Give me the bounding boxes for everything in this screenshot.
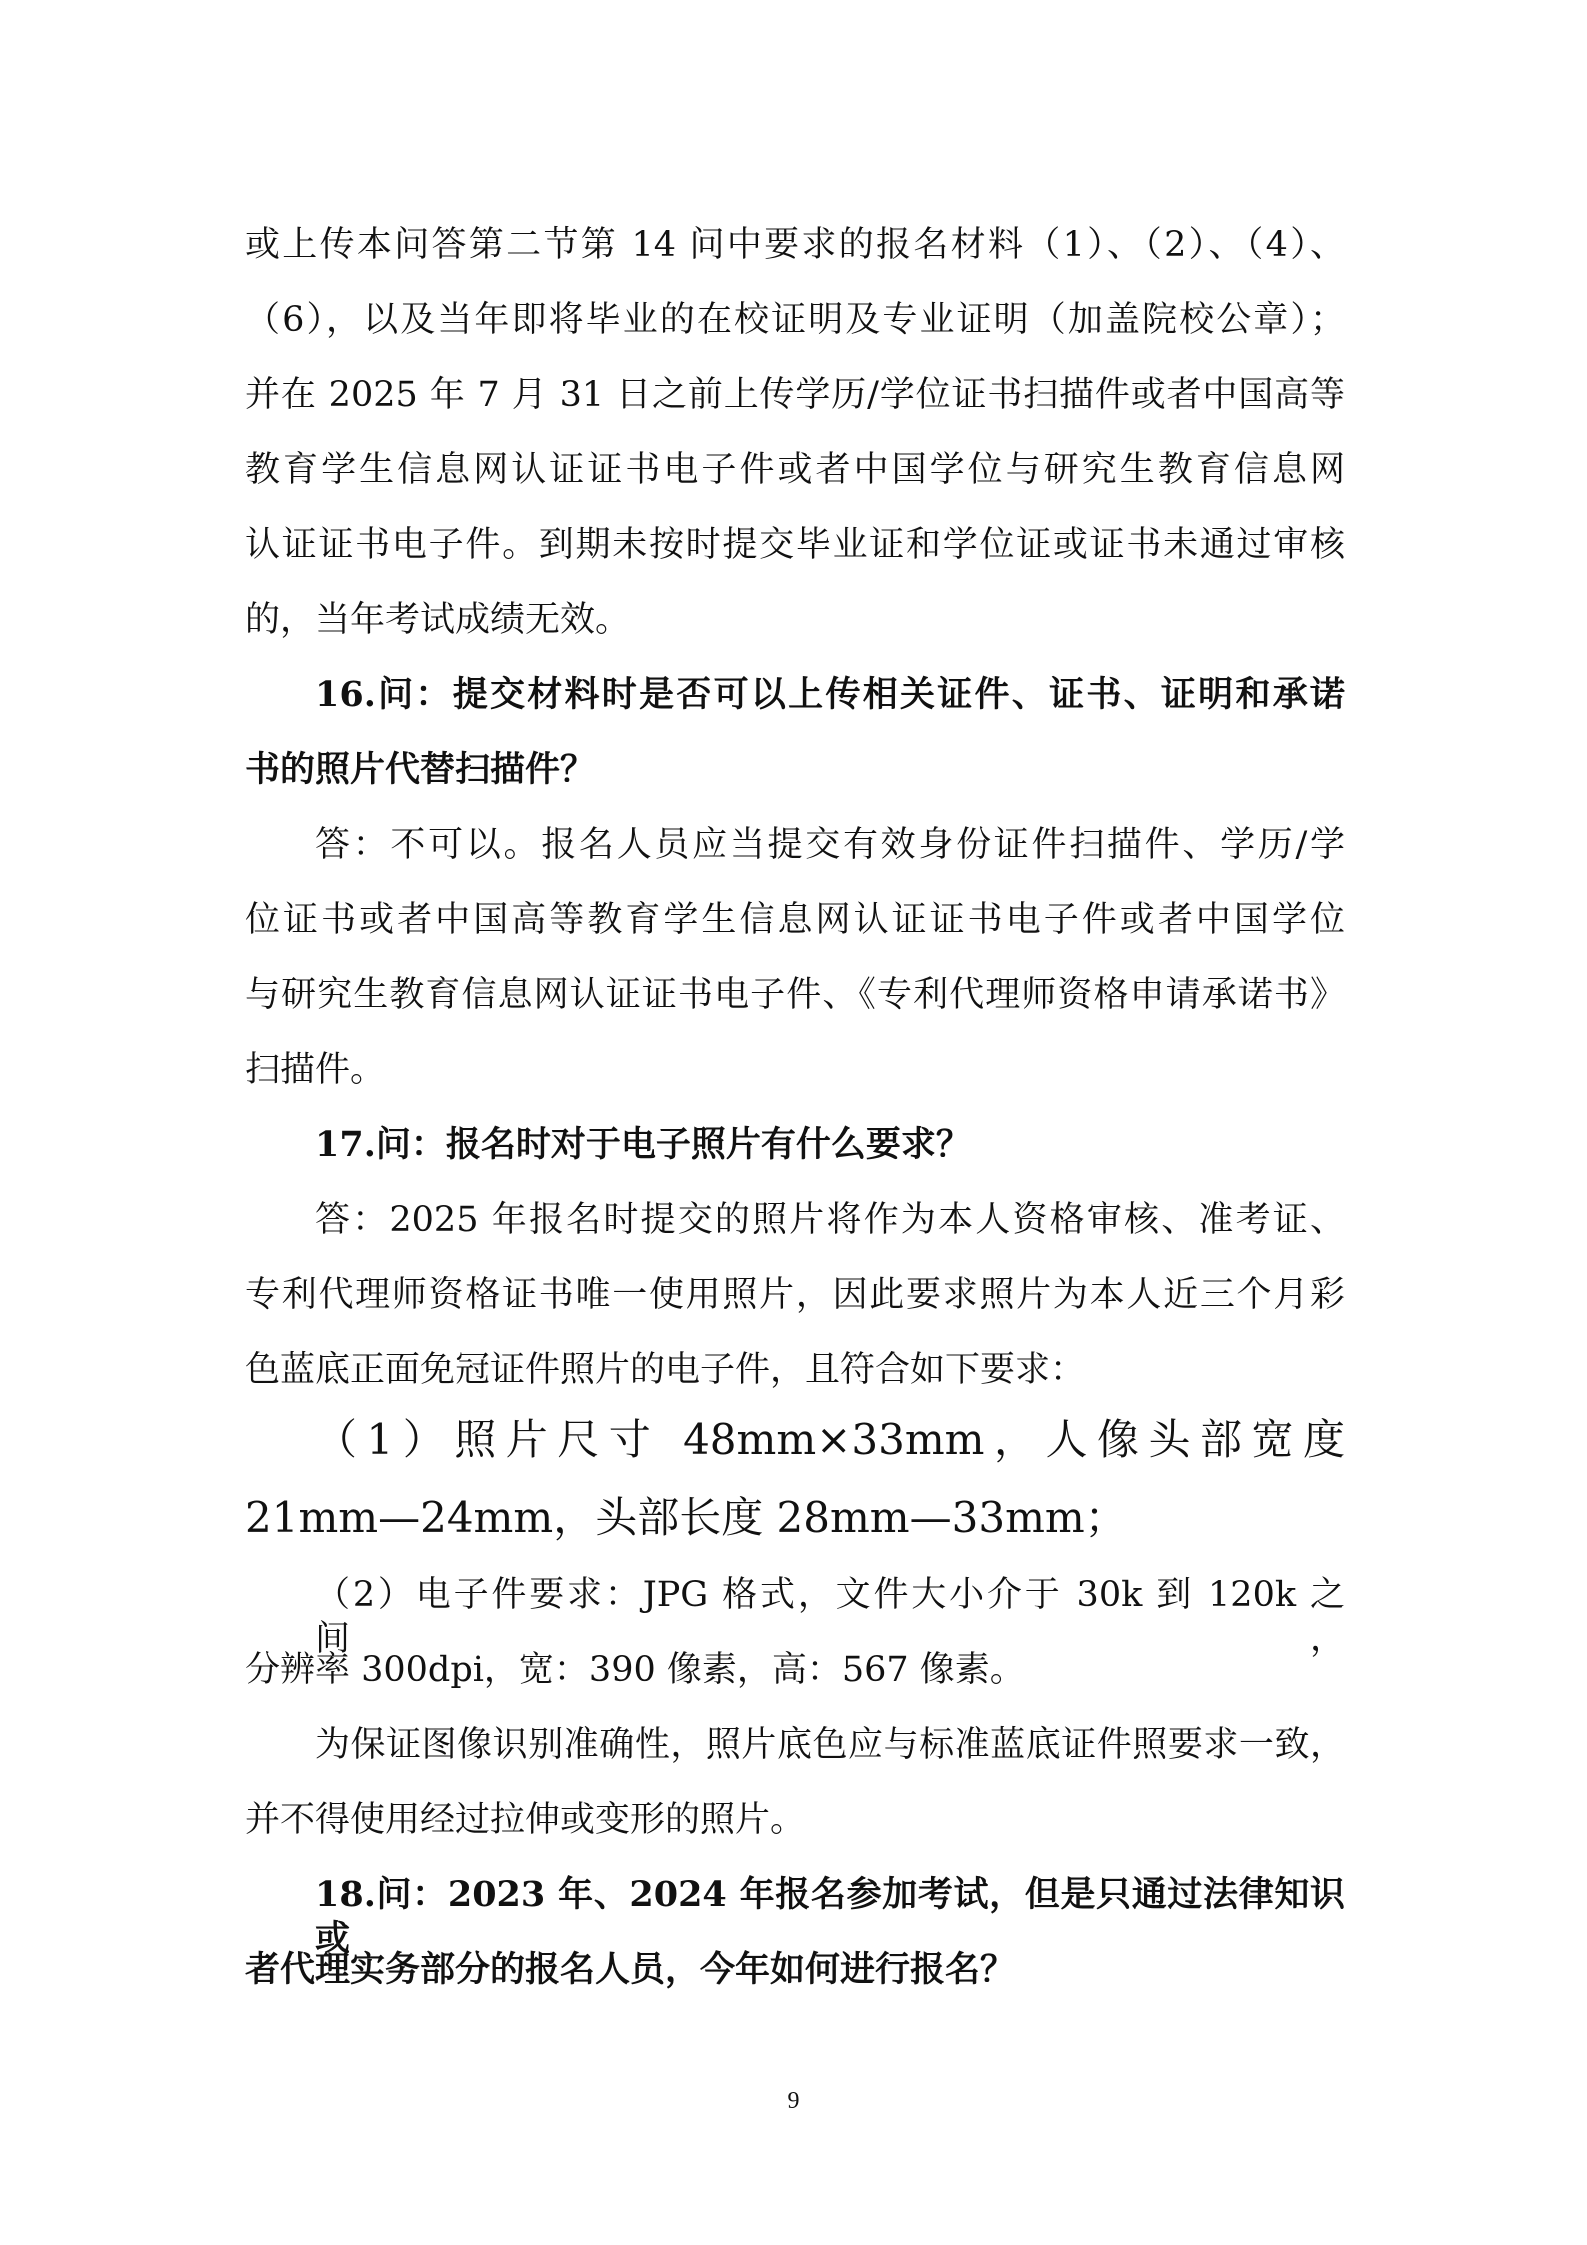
body-text-line: 为保证图像识别准确性，照片底色应与标准蓝底证件照要求一致，: [315, 1725, 1345, 1765]
answer-text-line: 答：不可以。报名人员应当提交有效身份证件扫描件、学历/学: [315, 825, 1345, 865]
body-text-line: 或上传本问答第二节第 14 问中要求的报名材料（1）、（2）、（4）、: [245, 225, 1345, 265]
body-text-line: （6），以及当年即将毕业的在校证明及专业证明（加盖院校公章）；: [245, 300, 1345, 340]
requirement-item-continued: 分辨率 300dpi，宽：390 像素，高：567 像素。: [245, 1650, 1025, 1690]
question-heading-continued: 书的照片代替扫描件？: [245, 749, 596, 790]
requirement-item-continued: 21mm—24mm，头部长度 28mm—33mm；: [245, 1493, 1127, 1542]
answer-text-line: 色蓝底正面免冠证件照片的电子件，且符合如下要求：: [245, 1350, 1086, 1390]
body-text-line: 并在 2025 年 7 月 31 日之前上传学历/学位证书扫描件或者中国高等: [245, 375, 1345, 415]
requirement-item: （1）照片尺寸 48mm×33mm，人像头部宽度: [315, 1415, 1345, 1464]
answer-text-line: 扫描件。: [245, 1050, 386, 1090]
body-text-line: 的，当年考试成绩无效。: [245, 600, 631, 640]
question-heading: 16.问：提交材料时是否可以上传相关证件、证书、证明和承诺: [315, 674, 1345, 715]
body-text-line: 教育学生信息网认证证书电子件或者中国学位与研究生教育信息网: [245, 450, 1345, 490]
question-heading-continued: 者代理实务部分的报名人员，今年如何进行报名？: [245, 1949, 1016, 1990]
question-heading: 17.问：报名时对于电子照片有什么要求？: [315, 1124, 971, 1165]
question-heading: 18.问：2023 年、2024 年报名参加考试，但是只通过法律知识或: [315, 1874, 1345, 1959]
body-text-line: 认证证书电子件。到期未按时提交毕业证和学位证或证书未通过审核: [245, 525, 1345, 565]
requirement-item: （2）电子件要求：JPG 格式，文件大小介于 30k 到 120k 之间，: [315, 1575, 1345, 1659]
answer-text-line: 与研究生教育信息网认证证书电子件、《专利代理师资格申请承诺书》: [245, 975, 1345, 1015]
answer-text-line: 答：2025 年报名时提交的照片将作为本人资格审核、准考证、: [315, 1200, 1345, 1240]
answer-text-line: 专利代理师资格证书唯一使用照片，因此要求照片为本人近三个月彩: [245, 1275, 1345, 1315]
body-text-line: 并不得使用经过拉伸或变形的照片。: [245, 1800, 806, 1840]
page-number: 9: [787, 2088, 800, 2114]
answer-text-line: 位证书或者中国高等教育学生信息网认证证书电子件或者中国学位: [245, 900, 1345, 940]
